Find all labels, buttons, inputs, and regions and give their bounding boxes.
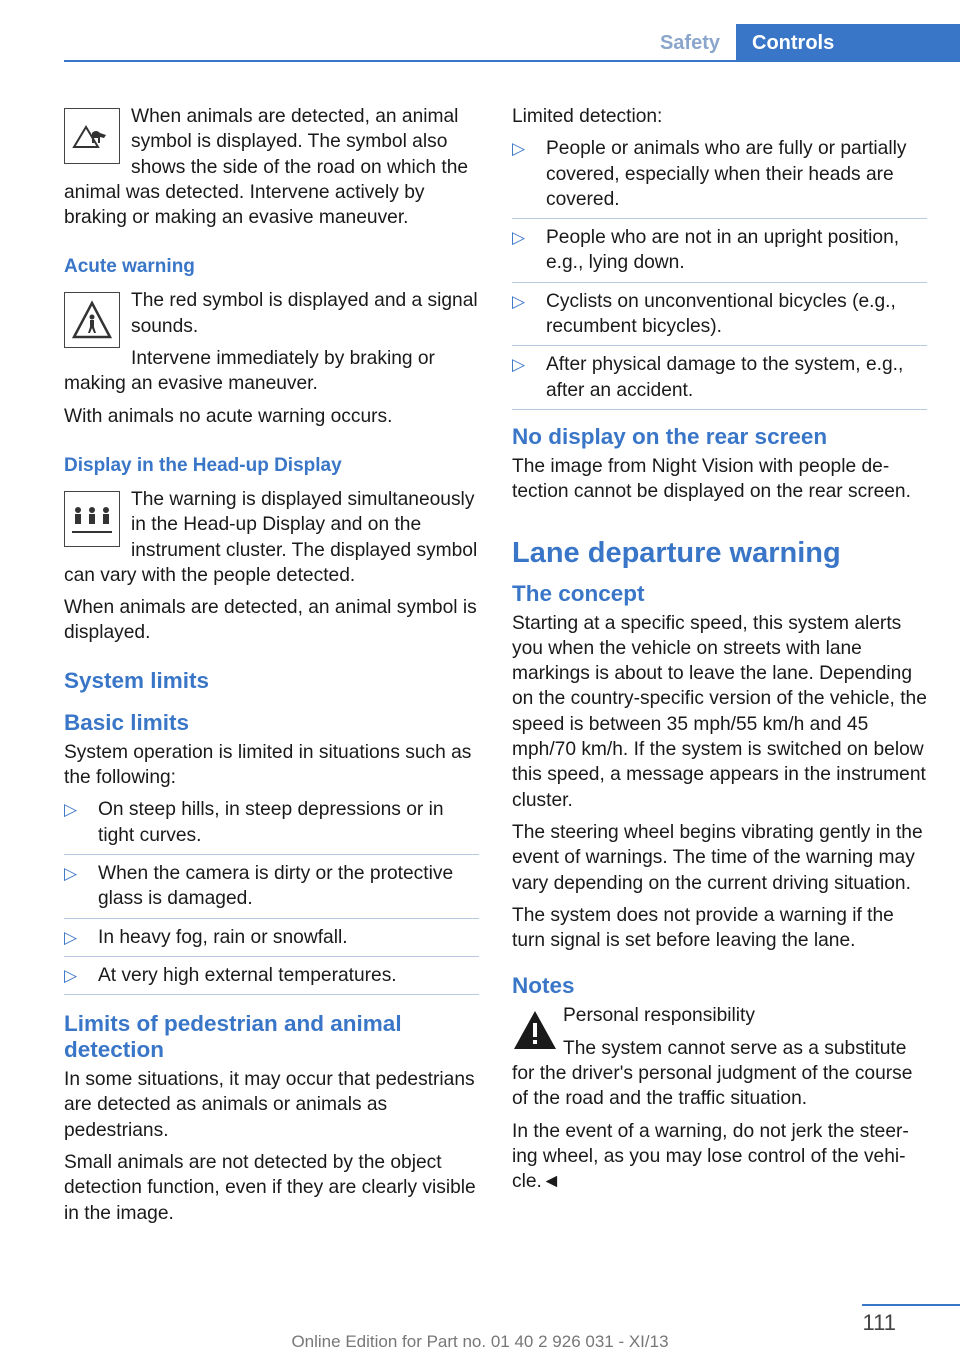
acute-paragraph-1: The red symbol is displayed and a signal sounds. xyxy=(131,290,478,337)
list-item: ▷ At very high external temperatures. xyxy=(64,963,479,995)
bullet-triangle-icon: ▷ xyxy=(64,927,78,947)
pedestrian-limits-heading: Limits of pedestrian and animal detection xyxy=(64,1011,402,1063)
bullet-triangle-icon: ▷ xyxy=(64,965,78,985)
animal-detected-paragraph: When animals are detected, an animal symbol is displayed. The symbol also shows the side of the road on which the animal was detected. Intervene actively by braking or making an evasive maneuver. xyxy=(64,106,469,229)
bullet-triangle-icon: ▷ xyxy=(512,228,526,248)
caution-icon xyxy=(512,1009,558,1051)
pedestrian-limits-paragraph-2: Small animals are not detected by the object detection function, even if they are clearly visible in the image. xyxy=(64,1152,476,1224)
header-chapter-tab: Controls xyxy=(736,24,960,62)
header-section-tab: Safety xyxy=(659,32,720,54)
pedestrian-warning-icon xyxy=(64,292,120,348)
notes-heading: Notes xyxy=(512,973,575,999)
list-item: ▷ People or animals who are fully or partially covered, especially when their heads are covered. xyxy=(512,136,927,219)
notes-title: Personal responsibility xyxy=(563,1005,755,1027)
concept-paragraph-1: Starting at a specific speed, this system alerts you when the vehicle on streets with lane markings is about to leave the lane. Depending on the country-specific version of the vehicle, the speed is between 35 mph/55 km/h and 45 mph/70 km/h. If the system is switched on below this speed, a message appears in the instrument cluster. xyxy=(512,612,927,811)
bullet-triangle-icon: ▷ xyxy=(64,800,78,820)
rear-screen-heading: No display on the rear screen xyxy=(512,423,828,449)
hud-paragraph-2: When animals are detected, an animal symbol is displayed. xyxy=(64,597,477,644)
header-rule xyxy=(64,60,960,62)
basic-limits-list xyxy=(64,797,479,995)
pedestrian-limits-paragraph-1: In some situations, it may occur that pedestrians are detected as animals or animals as pedestrians. xyxy=(64,1069,475,1141)
hud-heading: Display in the Head-up Display xyxy=(64,454,342,476)
rear-screen-paragraph: The image from Night Vision with people detection cannot be displayed on the rear screen. xyxy=(512,455,911,503)
notes-paragraph-1: The system cannot serve as a substitute for the driver's personal judgment of the course of the road and the traffic situation. xyxy=(512,1037,913,1110)
acute-warning-heading: Acute warning xyxy=(64,256,195,278)
concept-heading: The concept xyxy=(512,580,645,606)
notes-paragraph-2: In the event of a warning, do not jerk the steering wheel, as you may lose control of the vehicle.◄ xyxy=(512,1120,909,1193)
lane-departure-heading: Lane departure warning xyxy=(512,536,841,569)
list-item: ▷ After physical damage to the system, e.g., after an accident. xyxy=(512,352,927,410)
limited-detection-label: Limited detection: xyxy=(512,106,663,127)
footer-edition: Online Edition for Part no. 01 40 2 926 031 - XI/13 xyxy=(291,1332,669,1351)
acute-paragraph-2: Intervene immediately by braking or making an evasive maneuver. xyxy=(64,348,435,395)
limited-detection-list xyxy=(512,136,927,410)
basic-limits-heading: Basic limits xyxy=(64,709,190,735)
left-column xyxy=(64,104,479,1233)
bullet-triangle-icon: ▷ xyxy=(512,139,526,159)
list-item: ▷ People who are not in an upright position, e.g., lying down. xyxy=(512,225,927,283)
list-item: ▷ When the camera is dirty or the protective glass is damaged. xyxy=(64,861,479,919)
hud-people-icon xyxy=(64,491,120,547)
acute-paragraph-3: With animals no acute warning occurs. xyxy=(64,405,393,427)
basic-limits-paragraph: System operation is limited in situations such as the following: xyxy=(64,741,472,789)
list-item: ▷ On steep hills, in steep depressions or in tight curves. xyxy=(64,797,479,855)
concept-paragraph-2: The steering wheel begins vibrating gently in the event of warnings. The time of the warning may vary depending on the current driving situation. xyxy=(512,821,923,894)
bullet-triangle-icon: ▷ xyxy=(512,355,526,375)
concept-paragraph-3: The system does not provide a warning if the turn signal is set before leaving the lane. xyxy=(512,904,894,952)
right-column xyxy=(512,104,927,1202)
system-limits-heading: System limits xyxy=(64,667,210,693)
bullet-triangle-icon: ▷ xyxy=(64,863,78,883)
animal-warning-icon xyxy=(64,108,120,164)
page-number: 111 xyxy=(862,1310,896,1335)
list-item: ▷ Cyclists on unconventional bicycles (e.g., recumbent bicycles). xyxy=(512,289,927,347)
page-number-rule xyxy=(862,1304,960,1306)
hud-paragraph-1: The warning is displayed simultaneously in the Head-up Display and on the instrument cluster. The displayed symbol can vary with the people detected. xyxy=(64,488,478,586)
bullet-triangle-icon: ▷ xyxy=(512,291,526,311)
list-item: ▷ In heavy fog, rain or snowfall. xyxy=(64,925,479,957)
